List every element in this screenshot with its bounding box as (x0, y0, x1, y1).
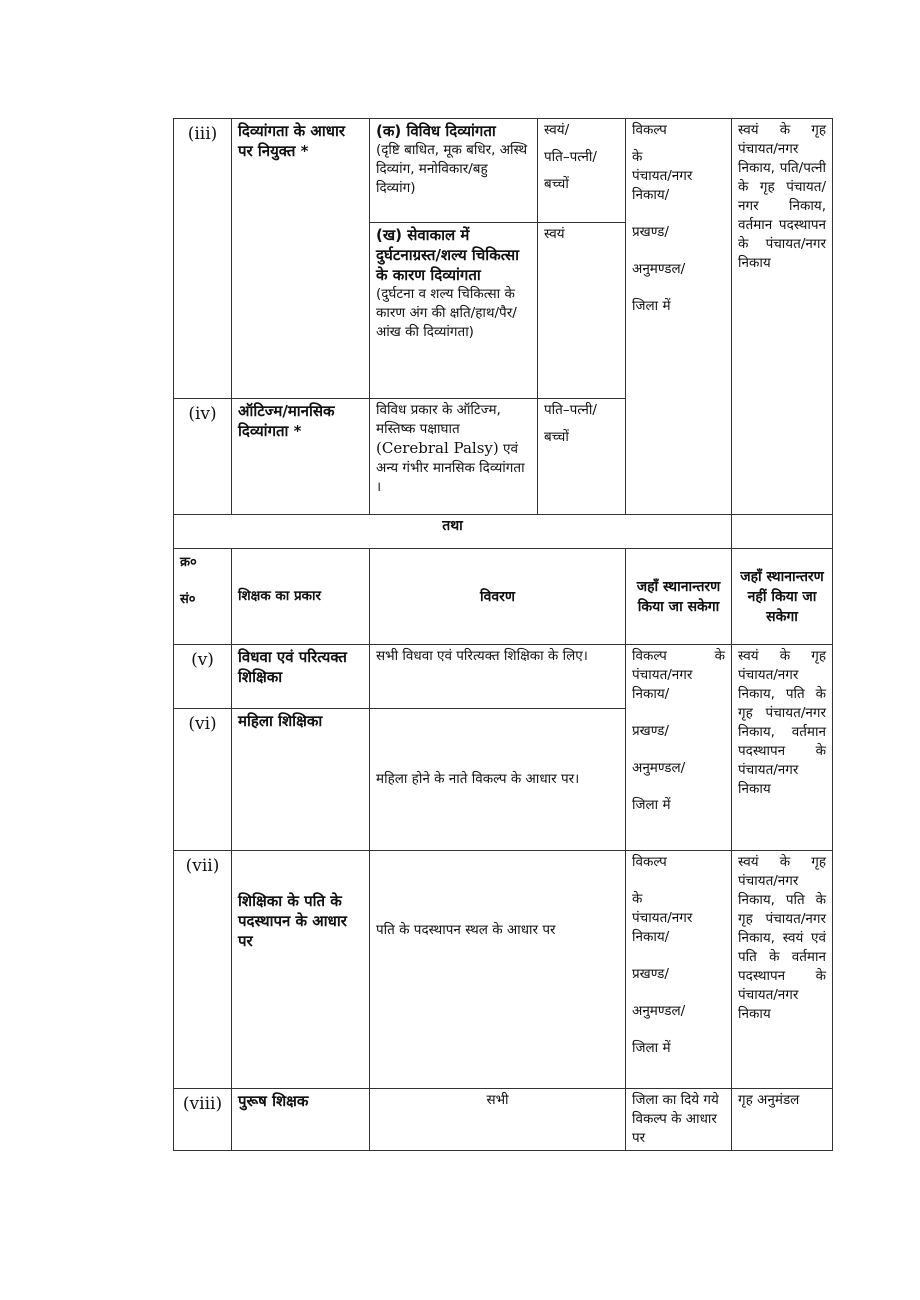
eligible-line: पति–पत्नी/ (544, 149, 597, 165)
detail-cell: महिला होने के नाते विकल्प के आधार पर। (370, 709, 626, 851)
detail-text: एवं अन्य गंभीर मानसिक दिव्यांगता । (376, 441, 525, 495)
detail-cell: सभी विधवा एवं परित्यक्त शिक्षिका के लिए। (370, 645, 626, 709)
can-line: प्रखण्ड/ (632, 966, 669, 982)
detail-title: (क) विविध दिव्यांगता (376, 122, 496, 140)
serial-number: (v) (174, 645, 232, 709)
can-line: अनुमण्डल/ (632, 1003, 686, 1019)
serial-number: (vii) (174, 851, 232, 1089)
can-line: जिला में (632, 797, 671, 813)
cannot-transfer-cell: स्वयं के गृह पंचायत/नगर निकाय, पति के गृह पंचायत/नगर निकाय, स्वयं एवं पति के वर्तमान पदस्थापन के पंचायत/नगर निकाय (732, 851, 833, 1089)
header-can: जहाँ स्थानान्तरण किया जा सकेगा (626, 549, 732, 645)
separator-row: तथा (174, 515, 732, 549)
can-line: पंचायत/नगर निकाय/ (632, 168, 693, 203)
detail-text-latin: (Cerebral Palsy) (376, 439, 499, 457)
header-cannot: जहाँ स्थानान्तरण नहीं किया जा सकेगा (732, 549, 833, 645)
transfer-rules-table (173, 118, 833, 1151)
can-line: विकल्प (632, 854, 667, 870)
detail-text: विविध प्रकार के ऑटिज्म, मस्तिष्क पक्षाघात (376, 402, 501, 437)
can-line: पंचायत/नगर निकाय/ (632, 910, 693, 945)
can-transfer-cell (626, 645, 732, 851)
can-line: अनुमण्डल/ (632, 760, 686, 776)
can-line: के (632, 891, 643, 907)
header-serial-line: सं० (180, 592, 196, 607)
eligible-cell-k (538, 119, 626, 223)
can-line: अनुमण्डल/ (632, 261, 686, 277)
can-line: जिला में (632, 298, 671, 314)
cannot-transfer-cell: स्वयं के गृह पंचायत/नगर निकाय, पति के गृह पंचायत/नगर निकाय, वर्तमान पदस्थापन के पंचायत/नगर निकाय (732, 645, 833, 851)
detail-text: (दृष्टि बाधित, मूक बधिर, अस्थि दिव्यांग, मनोविकार/बहु दिव्यांग) (376, 142, 528, 196)
header-serial-line: क्र० (180, 555, 197, 570)
detail-title: (ख) सेवाकाल में दुर्घटनाग्रस्त/शल्य चिकित्सा के कारण दिव्यांगता (376, 226, 520, 284)
eligible-cell (538, 399, 626, 515)
teacher-type: विधवा एवं परित्यक्त शिक्षिका (232, 645, 370, 709)
can-transfer-cell: जिला का दिये गये विकल्प के आधार पर (626, 1089, 732, 1151)
eligible-line: बच्चों (544, 176, 569, 192)
header-serial (174, 549, 232, 645)
detail-cell (370, 399, 538, 515)
can-line: के (632, 149, 643, 165)
can-line: प्रखण्ड/ (632, 723, 669, 739)
header-detail: विवरण (370, 549, 626, 645)
serial-number: (iv) (174, 399, 232, 515)
serial-number: (iii) (174, 119, 232, 399)
detail-cell-kh (370, 223, 538, 399)
detail-text: (दुर्घटना व शल्य चिकित्सा के कारण अंग की क्षति/हाथ/पैर/आंख की दिव्यांगता) (376, 286, 517, 340)
teacher-type: दिव्यांगता के आधार पर नियुक्त * (232, 119, 370, 399)
serial-number: (vi) (174, 709, 232, 851)
can-line: विकल्प के पंचायत/नगर निकाय/ (632, 648, 725, 702)
teacher-type: शिक्षिका के पति के पदस्थापन के आधार पर (232, 851, 370, 1089)
eligible-line: स्वयं/ (544, 122, 570, 138)
can-line: जिला में (632, 1040, 671, 1056)
teacher-type: पुरूष शिक्षक (232, 1089, 370, 1151)
separator-empty-cell (732, 515, 833, 549)
eligible-line: बच्चों (544, 429, 569, 445)
cannot-transfer-cell: स्वयं के गृह पंचायत/नगर निकाय, पति/पत्नी के गृह पंचायत/नगर निकाय, वर्तमान पदस्थापन के पंचायत/नगर निकाय (732, 119, 833, 515)
detail-cell-k (370, 119, 538, 223)
teacher-type: ऑटिज्म/मानसिक दिव्यांगता * (232, 399, 370, 515)
detail-cell: सभी (370, 1089, 626, 1151)
serial-number: (viii) (174, 1089, 232, 1151)
header-type: शिक्षक का प्रकार (232, 549, 370, 645)
can-transfer-cell (626, 851, 732, 1089)
eligible-line: पति–पत्नी/ (544, 402, 597, 418)
can-transfer-cell (626, 119, 732, 515)
teacher-type: महिला शिक्षिका (232, 709, 370, 851)
can-line: प्रखण्ड/ (632, 224, 669, 240)
can-line: विकल्प (632, 122, 667, 138)
detail-cell: पति के पदस्थापन स्थल के आधार पर (370, 851, 626, 1089)
cannot-transfer-cell: गृह अनुमंडल (732, 1089, 833, 1151)
eligible-cell-kh: स्वयं (538, 223, 626, 399)
